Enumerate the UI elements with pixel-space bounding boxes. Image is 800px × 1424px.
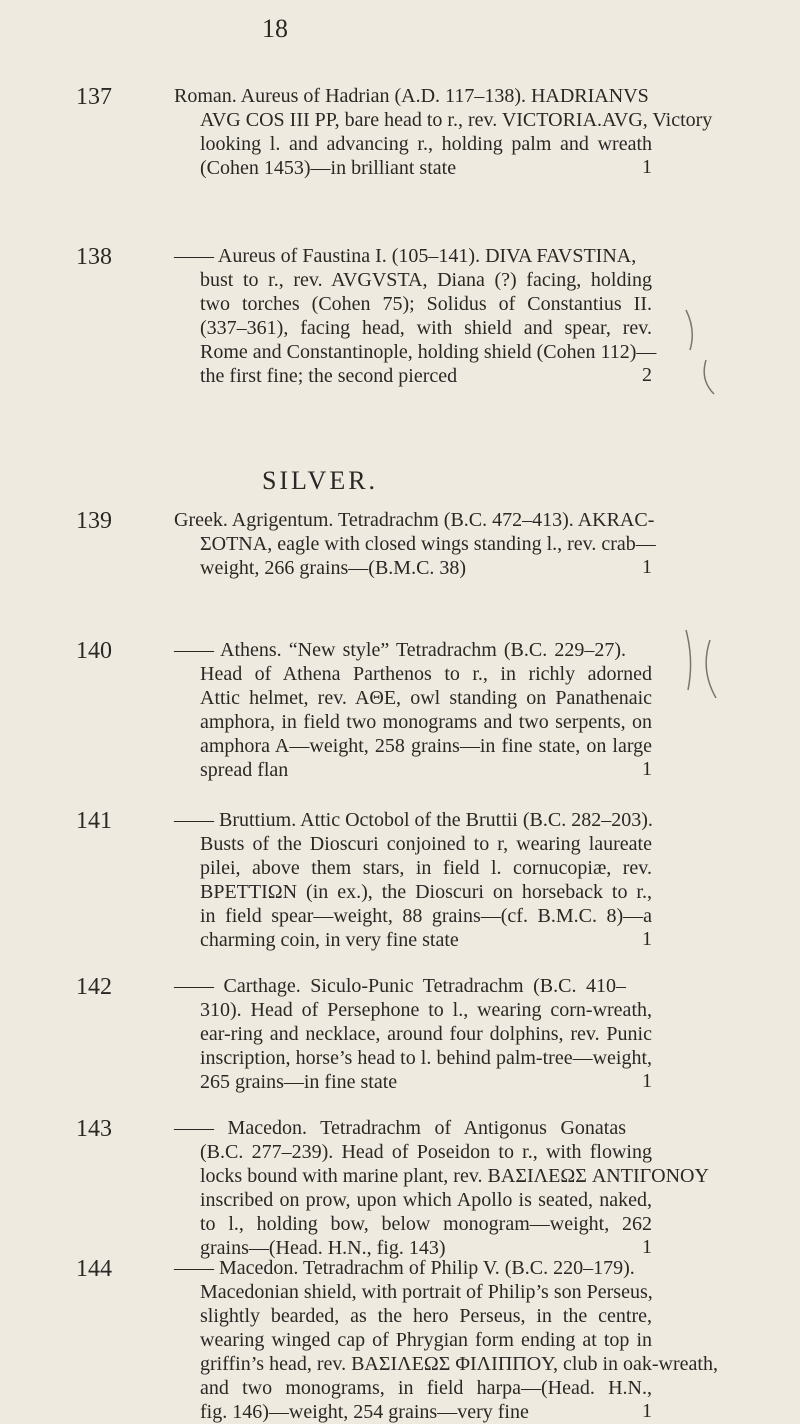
lot-description-line: the first fine; the second pierced — [200, 365, 458, 387]
lot-description-line: Roman. Aureus of Hadrian (A.D. 117–138). HADRIANVS — [174, 85, 649, 107]
lot-description-line: 310). Head of Persephone to l., wearing corn-wreath, — [200, 999, 652, 1021]
lot-description-line: 265 grains—in fine state — [200, 1071, 398, 1093]
lot-description-line: inscription, horse’s head to l. behind palm-tree—weight, — [200, 1047, 652, 1069]
lot-description-line: in field spear—weight, 88 grains—(cf. B.M.C. 8)—a — [200, 905, 652, 927]
lot-number: 144 — [76, 1256, 112, 1282]
lot-description-line: —— Athens. “New style” Tetradrachm (B.C. 229–27). — [174, 639, 626, 661]
lot-description-line: locks bound with marine plant, rev. BAΣIΛEΩΣ ANTIΓONOY — [200, 1165, 709, 1187]
lot-description-line: (Cohen 1453)—in brilliant state — [200, 157, 457, 179]
lot-description-line: Macedonian shield, with portrait of Philip’s son Perseus, — [200, 1281, 653, 1303]
lot-number: 138 — [76, 244, 112, 270]
lot-description-line: grains—(Head. H.N., fig. 143) — [200, 1237, 446, 1259]
lot-quantity: 1 — [642, 156, 652, 178]
lot-description-line: —— Macedon. Tetradrachm of Philip V. (B.C. 220–179). — [174, 1257, 635, 1279]
lot-quantity: 1 — [642, 928, 652, 950]
lot-description-line: —— Bruttium. Attic Octobol of the Bruttii (B.C. 282–203). — [174, 809, 653, 831]
lot-description-line: Greek. Agrigentum. Tetradrachm (B.C. 472–413). AKRAC- — [174, 509, 655, 531]
lot-description-line: BPETTIΩN (in ex.), the Dioscuri on horseback to r., — [200, 881, 652, 903]
lot-description-line: —— Carthage. Siculo-Punic Tetradrachm (B.C. 410– — [174, 975, 626, 997]
lot-description-line: two torches (Cohen 75); Solidus of Constantius II. — [200, 293, 652, 315]
lot-description-line: ΣOTNA, eagle with closed wings standing l., rev. crab— — [200, 533, 656, 555]
pencil-margin-annotations — [666, 300, 786, 900]
lot-description-line: to l., holding bow, below monogram—weight, 262 — [200, 1213, 652, 1235]
lot-description-line: griffin’s head, rev. BAΣIΛEΩΣ ΦIΛIΠΠOY, club in oak-wreath, — [200, 1353, 718, 1375]
lot-description-line: amphora A—weight, 258 grains—in fine state, on large — [200, 735, 652, 757]
lot-description-line: amphora, in field two monograms and two serpents, on — [200, 711, 652, 733]
lot-number: 143 — [76, 1116, 112, 1142]
lot-description-line: charming coin, in very fine state — [200, 929, 459, 951]
lot-description-line: looking l. and advancing r., holding palm and wreath — [200, 133, 652, 155]
lot-description-line: AVG COS III PP, bare head to r., rev. VICTORIA.AVG, Victory — [200, 109, 713, 131]
lot-description-line: (B.C. 277–239). Head of Poseidon to r., with flowing — [200, 1141, 652, 1163]
lot-description-line: Busts of the Dioscuri conjoined to r, wearing laureate — [200, 833, 652, 855]
lot-quantity: 1 — [642, 758, 652, 780]
lot-description-line: and two monograms, in field harpa—(Head. H.N., — [200, 1377, 652, 1399]
lot-description-line: bust to r., rev. AVGVSTA, Diana (?) facing, holding — [200, 269, 652, 291]
lot-description-line: weight, 266 grains—(B.M.C. 38) — [200, 557, 467, 579]
lot-description-line: fig. 146)—weight, 254 grains—very fine — [200, 1401, 529, 1423]
lot-number: 140 — [76, 638, 112, 664]
lot-description-line: Attic helmet, rev. AΘE, owl standing on Panathenaic — [200, 687, 652, 709]
lot-number: 142 — [76, 974, 112, 1000]
lot-description-line: spread flan — [200, 759, 289, 781]
lot-description-line: wearing winged cap of Phrygian form ending at top in — [200, 1329, 652, 1351]
lot-number: 141 — [76, 808, 112, 834]
lot-number: 137 — [76, 84, 112, 110]
lot-description-line: —— Macedon. Tetradrachm of Antigonus Gonatas — [174, 1117, 626, 1139]
lot-quantity: 1 — [642, 556, 652, 578]
lot-quantity: 1 — [642, 1236, 652, 1258]
lot-description-line: inscribed on prow, upon which Apollo is seated, naked, — [200, 1189, 652, 1211]
page-number: 18 — [262, 14, 288, 43]
lot-description-line: Rome and Constantinople, holding shield (Cohen 112)— — [200, 341, 657, 363]
lot-description-line: Head of Athena Parthenos to r., in richly adorned — [200, 663, 652, 685]
lot-description-line: ear-ring and necklace, around four dolphins, rev. Punic — [200, 1023, 652, 1045]
lot-description-line: pilei, above them stars, in field l. cornucopiæ, rev. — [200, 857, 652, 879]
lot-description-line: (337–361), facing head, with shield and spear, rev. — [200, 317, 652, 339]
lot-number: 139 — [76, 508, 112, 534]
lot-quantity: 1 — [642, 1070, 652, 1092]
section-heading-silver: SILVER. — [261, 466, 379, 495]
lot-description-line: —— Aureus of Faustina I. (105–141). DIVA FAVSTINA, — [174, 245, 637, 267]
lot-quantity: 1 — [642, 1400, 652, 1422]
lot-description-line: slightly bearded, as the hero Perseus, in the centre, — [200, 1305, 652, 1327]
lot-quantity: 2 — [642, 364, 652, 386]
